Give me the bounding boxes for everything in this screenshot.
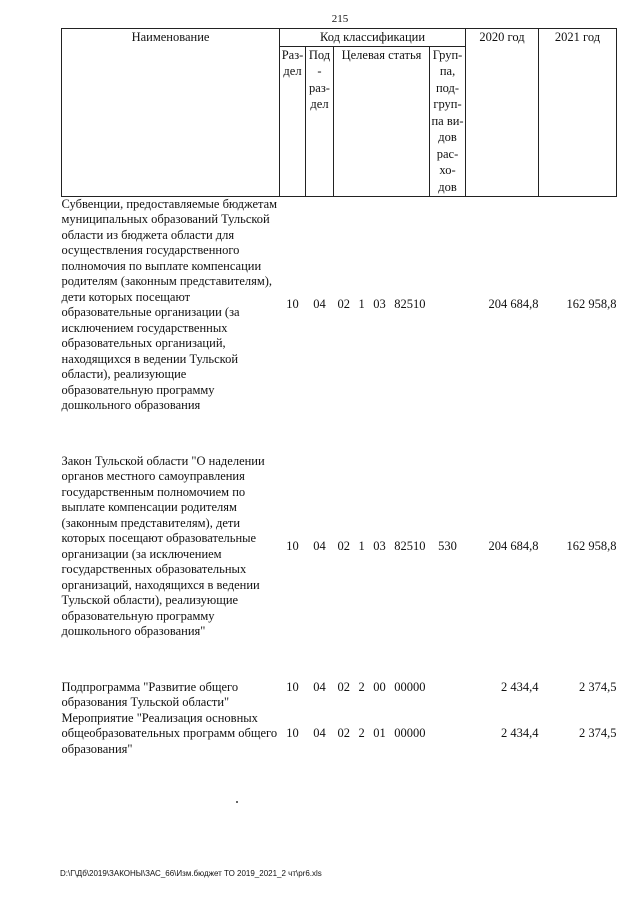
header-year-2020: 2020 год [466,29,539,197]
target-part-4: 00000 [394,726,426,740]
target-part-2: 1 [358,538,365,553]
row-group [430,711,466,758]
row-subsection: 04 [313,538,326,553]
page-number: 215 [331,13,349,25]
row-spacer [62,640,617,680]
target-part-2: 2 [358,679,365,694]
table-row [62,680,617,711]
target-part-1: 02 [337,679,350,694]
row-subsection: 04 [313,726,326,740]
header-row-1 [62,29,617,47]
target-part-3: 01 [373,726,386,740]
header-classification: Код классификации [280,29,466,47]
row-2020: 204 684,8 [488,538,539,553]
row-2021: 162 958,8 [566,297,617,312]
scan-speck [236,801,238,803]
row-group: 530 [438,538,457,553]
row-2021: 2 374,5 [579,726,617,740]
target-part-3: 03 [373,297,386,312]
budget-table [61,28,617,757]
row-spacer [62,414,617,454]
row-section: 10 [286,679,299,694]
row-target-article [334,196,430,414]
row-section: 10 [286,538,299,553]
header-subsection: Под- раз- дел [306,46,334,196]
row-subsection: 04 [313,679,326,694]
target-part-2: 2 [358,726,365,740]
header-year-2021: 2021 год [539,29,617,197]
target-part-1: 02 [337,726,350,740]
row-name: Подпрограмма "Развитие общего образования Тульской области" [61,679,239,709]
target-part-3: 03 [373,538,386,553]
target-part-1: 02 [337,538,350,553]
row-name: Закон Тульской области "О наделении органов местного самоуправления государственным полномочием по выплате компенсации родителям (законным представителям), дети которых посещают образовательные организации (за исключением государственных образовательных организаций, находящихся в ведении Тульской области), реализующие образовательную программу дошкольного образования" [61,453,265,638]
row-2021: 162 958,8 [566,538,617,553]
row-2020: 204 684,8 [488,297,539,312]
row-2020: 2 434,4 [501,726,539,740]
row-target-article [334,454,430,640]
target-part-2: 1 [358,297,365,312]
header-target-article: Целевая статья [334,46,430,196]
table-row [62,454,617,640]
footer-file-path: D:\Г\Дб\2019\ЗАКОНЫ\ЗАС_66\Изм.бюджет ТО 2019_2021_2 чт\pr6.xls [60,869,322,878]
target-part-4: 82510 [394,297,426,312]
row-target-article [334,711,430,758]
row-2020: 2 434,4 [501,679,539,694]
row-section: 10 [286,726,299,740]
target-part-1: 02 [337,297,350,312]
row-group [430,680,466,711]
row-target-article [334,680,430,711]
target-part-4: 82510 [394,538,426,553]
row-group [430,196,466,414]
target-part-4: 00000 [394,679,426,694]
header-section: Раз- дел [280,46,306,196]
header-name: Наименование [62,29,280,197]
target-part-3: 00 [373,679,386,694]
row-2021: 2 374,5 [579,679,617,694]
row-name: Мероприятие "Реализация основных общеобразовательных программ общего образования" [61,710,278,756]
row-section: 10 [286,297,299,312]
table-row [62,196,617,414]
table-row [62,711,617,758]
header-group: Груп- па, под- груп- па ви- дов рас- хо- дов [430,46,466,196]
row-subsection: 04 [313,297,326,312]
row-name: Субвенции, предоставляемые бюджетам муниципальных образований Тульской области из бюджета области для осуществления государственного полномочия по выплате компенсации родителям (законным представителям), дети которых посещают образовательные организации (за исключением государственных образовательных организаций, находящихся в ведении Тульской области), реализующие образовательную программу дошкольного образования [61,196,278,412]
